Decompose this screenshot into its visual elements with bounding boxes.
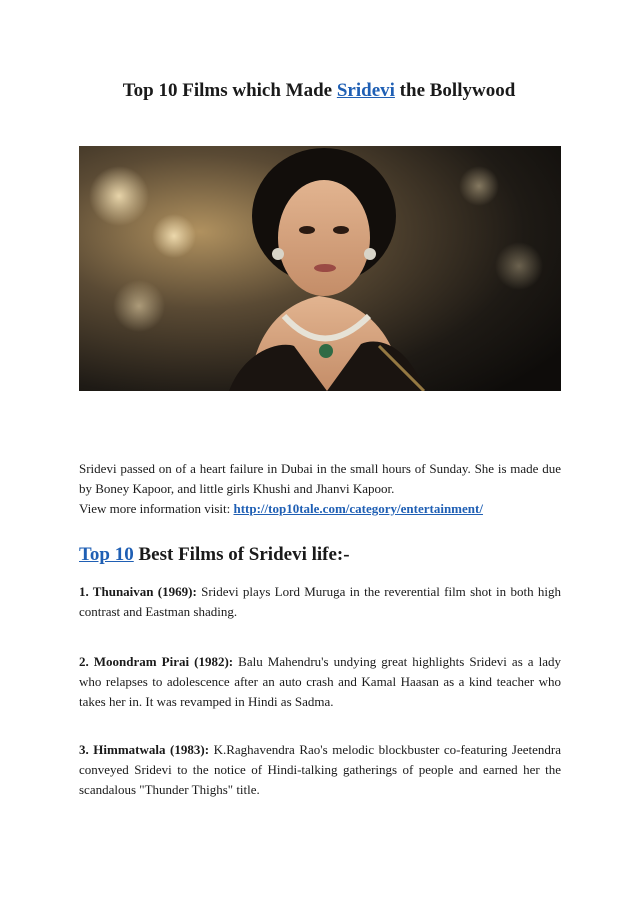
film-description: Balu Mahendru's undying great highlights Sridevi as a lady who relapses to adolescence after an auto crash and Kamal Haasan as a kind teacher who takes her in. It was revamped in Hindi as Sadma. — [79, 654, 561, 709]
film-title: 2. Moondram Pirai (1982): — [79, 654, 234, 669]
title-suffix: the Bollywood — [394, 80, 516, 101]
section-heading — [79, 544, 350, 566]
top10-link[interactable]: Top 10 — [79, 544, 134, 565]
film-description: Sridevi plays Lord Muruga in the reverential film shot in both high contrast and Eastman shading. — [79, 584, 561, 619]
intro-paragraph: Sridevi passed on of a heart failure in Dubai in the small hours of Sunday. She is made due by Boney Kapoor, and little girls Khushi and Jhanvi Kapoor. — [79, 461, 561, 496]
section-heading-text: Best Films of Sridevi life:- — [133, 544, 350, 565]
page-title — [0, 80, 638, 102]
more-info-label: View more information visit: — [79, 501, 234, 516]
film-title: 1. Thunaivan (1969): — [79, 584, 197, 599]
title-sridevi-link[interactable]: Sridevi — [336, 80, 395, 101]
sridevi-photo — [79, 146, 561, 391]
portrait-photo-icon — [79, 146, 561, 391]
more-info-link[interactable]: http://top10tale.com/category/entertainment/ — [233, 501, 483, 516]
film-description: K.Raghavendra Rao's melodic blockbuster co-featuring Jeetendra conveyed Sridevi to the notice of Hindi-talking gatherings of people and earned her the scandalous "Thunder Thighs" title. — [79, 742, 561, 797]
film-item — [79, 652, 561, 712]
more-info-line — [79, 499, 561, 519]
film-title: 3. Himmatwala (1983): — [79, 742, 210, 757]
film-item — [79, 582, 561, 622]
film-item — [79, 740, 561, 800]
title-prefix: Top 10 Films which Made — [122, 80, 337, 101]
